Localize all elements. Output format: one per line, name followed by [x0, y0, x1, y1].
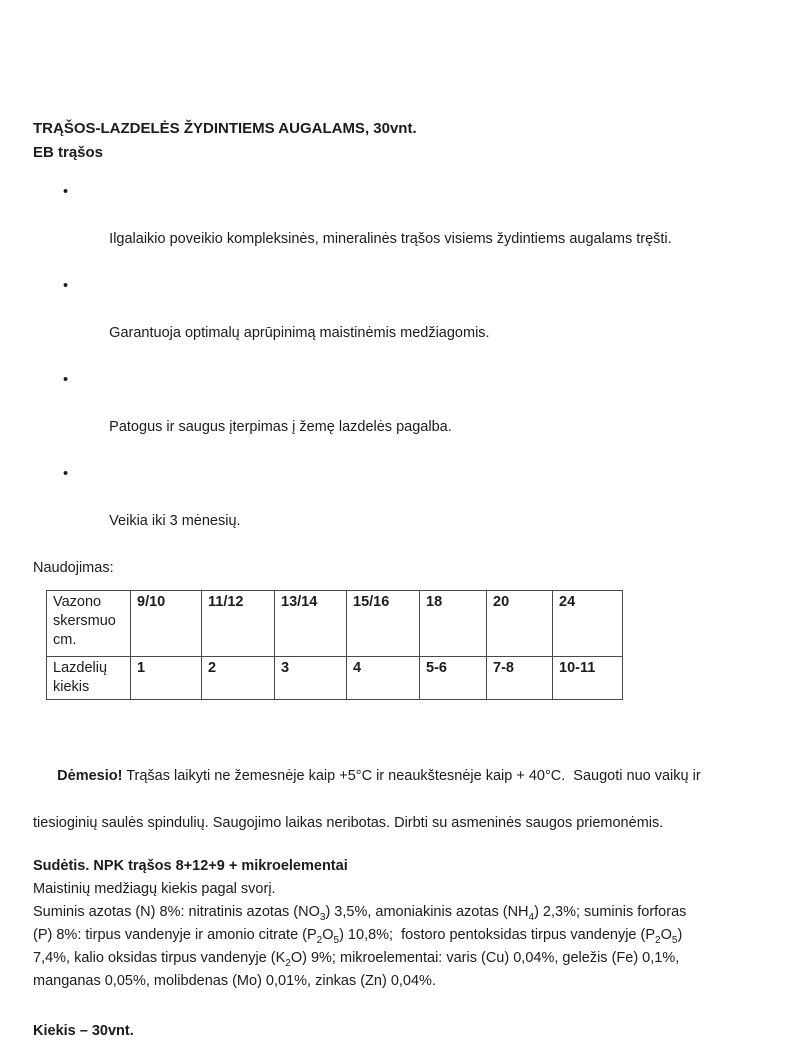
usage-label: Naudojimas:: [33, 560, 114, 576]
list-item-text: Ilgalaikio poveikio kompleksinės, mineralinės trąšos visiems žydintiems augalams tręšti.: [109, 231, 672, 247]
composition-text: ) 10,8%; fostoro pentoksidas tirpus vandenyje (P: [339, 927, 656, 943]
composition-line: [33, 924, 752, 947]
composition-text: (P) 8%: tirpus vandenyje ir amonio citrate (P: [33, 927, 317, 943]
table-cell: 20: [487, 590, 553, 656]
composition-subheading: Maistinių medžiagų kiekis pagal svorį.: [33, 881, 276, 897]
table-cell: 7-8: [487, 656, 553, 699]
list-item-text: Garantuoja optimalų aprūpinimą maistinėmis medžiagomis.: [109, 325, 490, 341]
table-row-label: Vazono skersmuo cm.: [47, 590, 131, 656]
subscript: 4: [528, 911, 535, 923]
list-item: [33, 275, 752, 369]
bullet-icon: •: [63, 184, 69, 200]
bullet-icon: •: [63, 278, 69, 294]
list-item-text: Patogus ir saugus įterpimas į žemę lazdelės pagalba.: [109, 419, 452, 435]
table-cell: 9/10: [131, 590, 202, 656]
table-row: [47, 590, 623, 656]
composition-text: ): [677, 927, 683, 943]
table-cell: 5-6: [420, 656, 487, 699]
list-item-text: Veikia iki 3 mėnesių.: [109, 513, 241, 529]
subscript: 2: [316, 934, 323, 946]
table-cell: 1: [131, 656, 202, 699]
composition-line: [33, 901, 752, 924]
table-cell: 24: [553, 590, 623, 656]
warning-line: [33, 742, 752, 813]
page-title: TRĄŠOS-LAZDELĖS ŽYDINTIEMS AUGALAMS, 30vnt.: [33, 120, 417, 137]
table-cell: 3: [275, 656, 347, 699]
feature-list: [33, 181, 752, 557]
table-cell: 15/16: [347, 590, 420, 656]
warning-line: tiesioginių saulės spindulių. Saugojimo laikas neribotas. Dirbti su asmeninės saugos priemonėmis.: [33, 815, 664, 831]
composition-text: Suminis azotas (N) 8%: nitratinis azotas (NO: [33, 904, 320, 920]
page-subtitle: EB trąšos: [33, 143, 104, 161]
warning-paragraph: [33, 742, 752, 836]
list-item: [33, 181, 752, 275]
subscript: 2: [285, 957, 291, 969]
quantity-label: Kiekis – 30vnt.: [33, 1023, 134, 1039]
table-cell: 2: [202, 656, 275, 699]
table-cell: 18: [420, 590, 487, 656]
dosage-table: [46, 590, 623, 700]
warning-text: Trąšas laikyti ne žemesnėje kaip +5°C ir neaukštesnėje kaip + 40°C. Saugoti nuo vaikų ir: [122, 768, 701, 784]
table-row: [47, 656, 623, 699]
composition-line: manganas 0,05%, molibdenas (Mo) 0,01%, zinkas (Zn) 0,04%.: [33, 973, 436, 989]
subscript: 2: [655, 934, 661, 946]
subscript: 3: [319, 911, 326, 923]
composition-line: [33, 947, 752, 970]
bullet-icon: •: [63, 372, 69, 388]
table-cell: 4: [347, 656, 420, 699]
list-item: [33, 369, 752, 463]
table-cell: 13/14: [275, 590, 347, 656]
list-item: [33, 463, 752, 557]
warning-bold-label: Dėmesio!: [57, 768, 123, 784]
composition-text: O: [322, 927, 334, 943]
composition-text: ) 3,5%, amoniakinis azotas (NH: [325, 904, 529, 920]
subscript: 5: [333, 934, 340, 946]
composition-text: ) 2,3%; suminis forforas: [534, 904, 687, 920]
table-row-label: Lazdelių kiekis: [47, 656, 131, 699]
subscript: 5: [671, 934, 678, 946]
bullet-icon: •: [63, 466, 69, 482]
table-cell: 10-11: [553, 656, 623, 699]
composition-text: 7,4%, kalio oksidas tirpus vandenyje (K: [33, 950, 286, 966]
composition-heading: Sudėtis. NPK trąšos 8+12+9 + mikroelementai: [33, 857, 348, 874]
composition-text: O: [660, 927, 672, 943]
table-cell: 11/12: [202, 590, 275, 656]
composition-text: O) 9%; mikroelementai: varis (Cu) 0,04%, geležis (Fe) 0,1%,: [290, 950, 680, 966]
